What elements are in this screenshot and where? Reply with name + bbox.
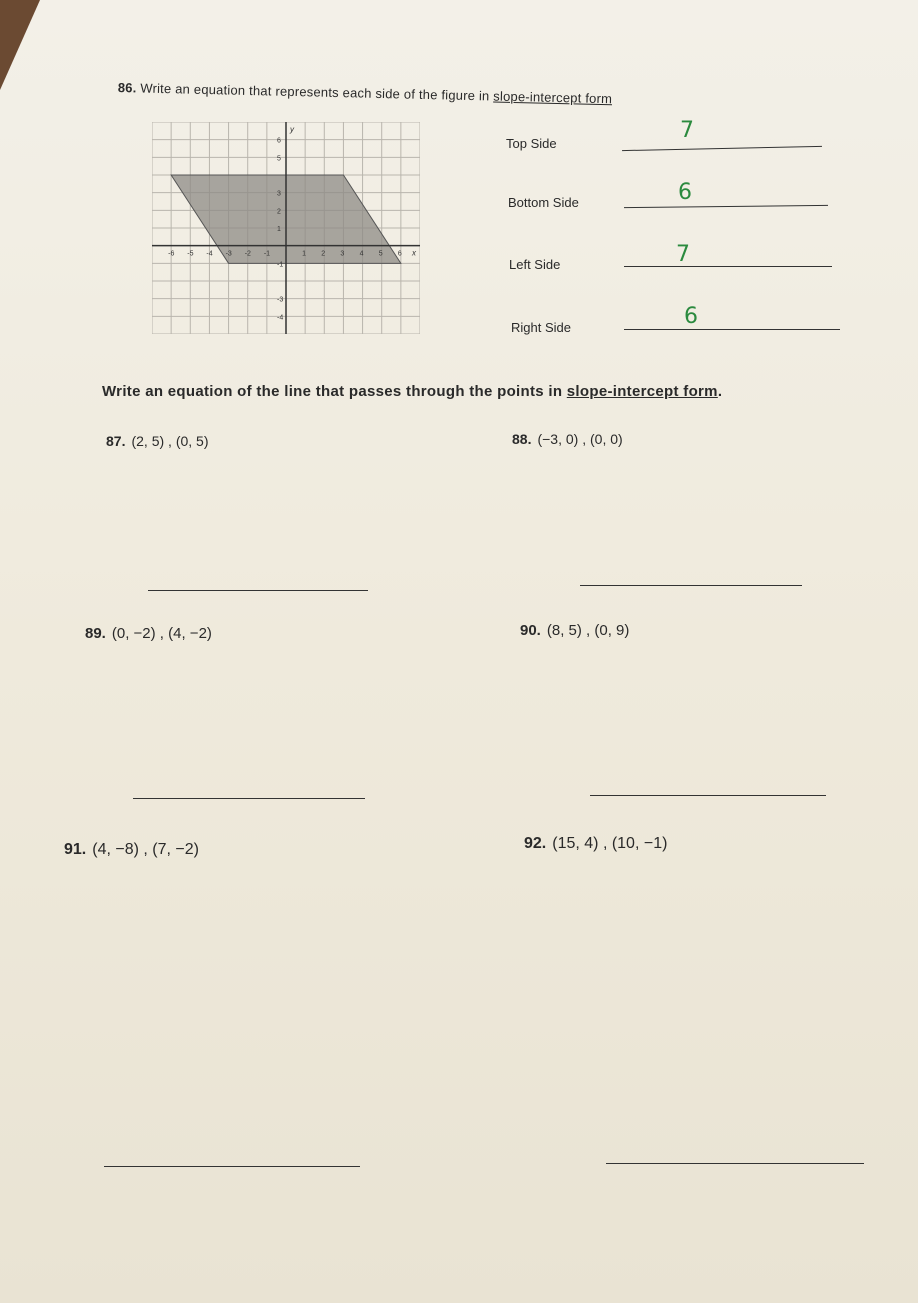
left-side-answer-line [624, 266, 832, 267]
problem-90-answer-line[interactable] [590, 795, 826, 796]
instruction-text: Write an equation of the line that passes through the points in [102, 383, 563, 400]
problem-88-answer-line[interactable] [580, 585, 802, 586]
right-side-label: Right Side [511, 320, 571, 335]
problem-89-answer-line[interactable] [133, 798, 365, 799]
y-tick-label: 2 [277, 208, 281, 216]
x-tick-label: 6 [397, 250, 402, 258]
left-side-answer[interactable]: 7 [676, 242, 690, 267]
problem-points: (15, 4) , (10, −1) [552, 835, 668, 852]
top-side-answer-line [622, 146, 822, 151]
x-tick-label: -1 [263, 250, 271, 258]
y-tick-label: -4 [277, 314, 284, 322]
problem-87 [106, 433, 209, 449]
question-86-underlined: slope-intercept form [493, 88, 613, 107]
right-side-answer-line [624, 329, 840, 330]
x-tick-label: 3 [340, 250, 345, 258]
problem-number: 89. [85, 625, 106, 642]
right-side-answer[interactable]: 6 [684, 304, 698, 329]
y-tick-label: -3 [277, 296, 284, 304]
problem-number: 91. [64, 841, 87, 858]
coordinate-graph [152, 122, 420, 334]
x-tick-label: -6 [168, 250, 175, 258]
question-86-number: 86. [117, 80, 137, 96]
problem-points: (2, 5) , (0, 5) [131, 433, 209, 449]
instruction-end: . [717, 383, 723, 400]
problem-number: 88. [512, 431, 532, 447]
x-tick-label: -2 [244, 250, 251, 258]
y-tick-label: 3 [277, 190, 281, 198]
problem-91 [64, 841, 199, 859]
problem-number: 90. [520, 622, 541, 639]
problem-points: (4, −8) , (7, −2) [92, 841, 199, 858]
x-tick-label: 5 [378, 250, 383, 258]
bottom-side-answer[interactable]: 6 [678, 180, 692, 205]
problem-89 [85, 625, 212, 642]
y-tick-label: -1 [277, 261, 284, 269]
problem-91-answer-line[interactable] [104, 1166, 360, 1167]
problem-90 [520, 622, 629, 639]
x-tick-label: -5 [187, 250, 194, 258]
y-tick-label: 5 [277, 155, 281, 163]
question-86 [118, 80, 613, 106]
y-tick-label: 6 [277, 137, 281, 145]
instruction [102, 383, 722, 400]
x-tick-label: -3 [225, 250, 232, 258]
problem-number: 87. [106, 433, 126, 449]
problem-points: (−3, 0) , (0, 0) [537, 431, 623, 447]
top-side-answer[interactable]: 7 [680, 118, 694, 143]
background-corner [0, 0, 40, 90]
question-86-text: Write an equation that represents each side of the figure in [140, 80, 490, 104]
x-axis-label: x [412, 248, 416, 258]
x-tick-label: 1 [302, 250, 307, 258]
problem-points: (8, 5) , (0, 9) [546, 622, 630, 639]
left-side-label: Left Side [509, 257, 561, 272]
x-tick-label: 2 [321, 250, 326, 258]
problem-points: (0, −2) , (4, −2) [111, 625, 212, 642]
problem-number: 92. [524, 835, 547, 852]
bottom-side-answer-line [624, 205, 828, 208]
problem-92 [524, 835, 667, 853]
problem-87-answer-line[interactable] [148, 590, 368, 591]
bottom-side-label: Bottom Side [508, 195, 579, 210]
problem-92-answer-line[interactable] [606, 1163, 864, 1164]
problem-88 [512, 431, 623, 447]
top-side-label: Top Side [506, 136, 557, 151]
y-tick-label: 1 [277, 226, 281, 233]
x-tick-label: 4 [359, 250, 364, 258]
instruction-underlined: slope-intercept form [566, 383, 718, 400]
x-tick-label: -4 [206, 250, 213, 258]
y-axis-label: y [290, 125, 294, 134]
